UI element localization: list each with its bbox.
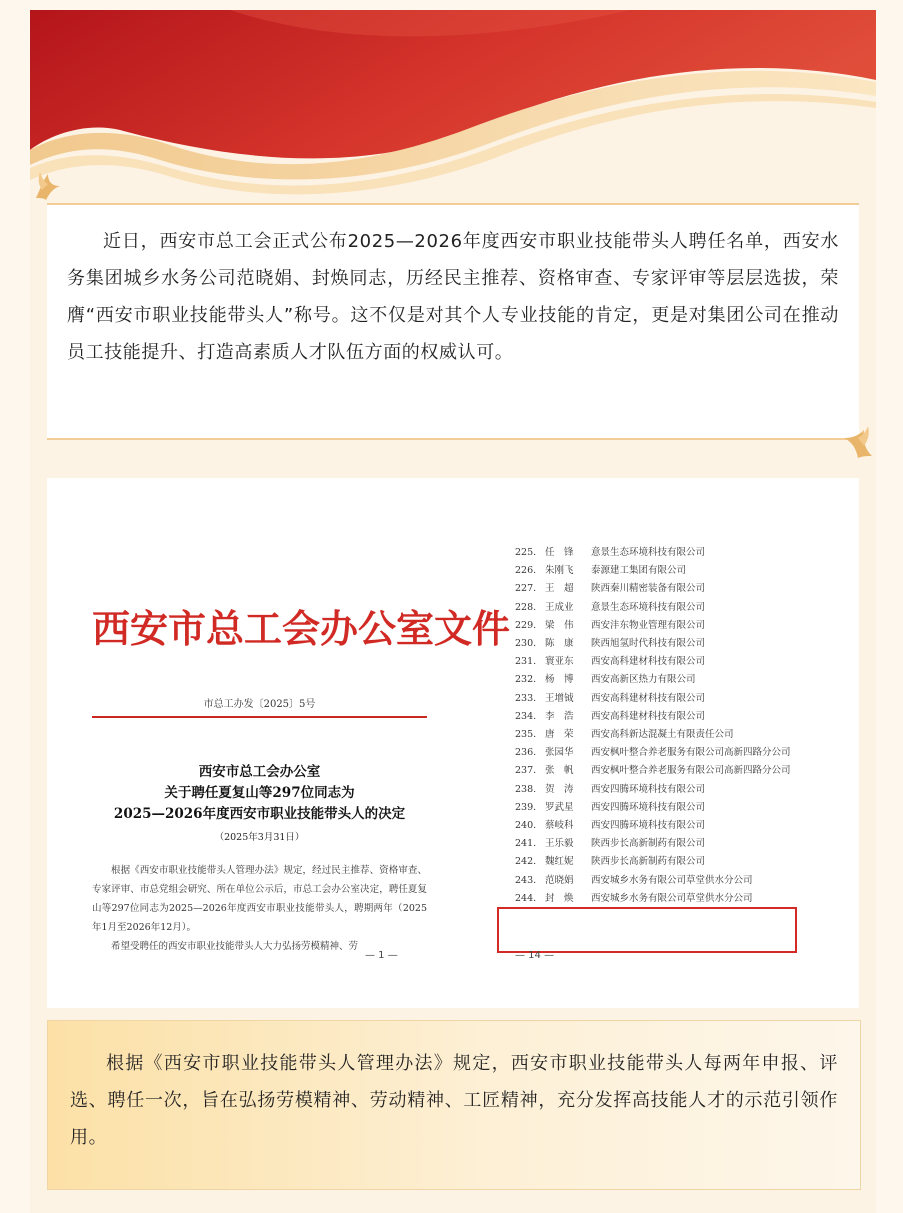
list-item [515,708,825,726]
document-date: （2025年3月31日） [214,832,305,843]
list-name: 魏红妮 [545,856,574,868]
list-number: 243. [515,874,537,886]
list-number: 229. [515,619,537,631]
list-name: 梁 伟 [545,619,574,631]
list-name: 张园华 [545,747,574,759]
list-name: 蔡岐科 [545,820,574,832]
list-name: 任 锋 [545,547,574,558]
article-page [30,10,876,1213]
list-number: 240. [515,820,537,832]
list-company: 陕西步长高新制药有限公司 [591,838,706,850]
list-item [515,671,825,689]
list-number: 228. [515,601,537,613]
list-item [515,580,825,598]
list-company: 西安高科建材科技有限公司 [591,692,706,704]
list-number: 227. [515,583,537,595]
document-number: 市总工办发〔2025〕5号 [203,699,316,710]
page-number-right: — 14 — [515,950,555,961]
list-company: 西安高新区热力有限公司 [591,674,696,686]
list-item [515,617,825,635]
list-name: 陈 康 [545,638,574,650]
list-company: 意景生态环境科技有限公司 [591,547,706,558]
list-number: 234. [515,710,537,722]
list-item-highlighted [515,872,825,890]
intro-paragraph: 近日，西安市总工会正式公布2025—2026年度西安市职业技能带头人聘任名单，西安水务集团城乡水务公司范晓娟、封焕同志，历经民主推荐、资格审查、专家评审等层层选拔，荣膺“西安市职业技能带头人”称号。这不仅是对其个人专业技能的肯定，更是对集团公司在推动员工技能提升、打造高素质人才队伍方面的权威认可。 [67,231,839,363]
list-item [515,726,825,744]
list-number: 226. [515,565,537,577]
list-item [515,835,825,853]
list-item [515,781,825,799]
list-name: 朱刚飞 [545,565,574,577]
list-company: 陕西步长高新制药有限公司 [591,856,706,868]
golden-dove-icon [32,168,64,204]
list-item [515,635,825,653]
list-company: 西安枫叶整合养老服务有限公司高新四路分公司 [591,747,791,759]
list-item [515,599,825,617]
list-item [515,562,825,580]
list-number: 232. [515,674,537,686]
list-number: 236. [515,747,537,759]
list-number: 239. [515,801,537,813]
list-number: 242. [515,856,537,868]
list-name: 寰亚东 [545,656,574,668]
red-divider-line [92,716,427,718]
list-company: 西安四腾环境科技有限公司 [591,783,706,795]
list-item [515,799,825,817]
list-number: 241. [515,838,537,850]
golden-dove-icon [842,422,876,462]
note-paragraph: 根据《西安市职业技能带头人管理办法》规定，西安市职业技能带头人每两年申报、评选、聘任一次，旨在弘扬劳模精神、劳动精神、工匠精神，充分发挥高技能人才的示范引领作用。 [70,1053,838,1148]
page-number-left: — 1 — [365,950,398,961]
appointee-list [515,544,825,908]
list-company: 西安高科建材科技有限公司 [591,710,706,722]
list-name: 杨 博 [545,674,574,686]
document-body-paragraph: 根据《西安市职业技能带头人管理办法》规定，经过民主推荐、资格审查、专家评审、市总党组会研究、所在单位公示后，市总工会办公室决定，聘任夏复山等297位同志为2025—2026年度西安市职业技能带头人，聘期两年（2025年1月至2026年12月）。 [92,865,427,933]
list-company: 陕西旭氢时代科技有限公司 [591,638,706,650]
list-name: 封 焕 [545,892,574,904]
list-name: 王 超 [545,583,574,595]
document-image-panel [47,478,859,1008]
red-wave-banner [30,10,876,210]
list-name: 范晓娟 [545,874,574,886]
list-item [515,817,825,835]
list-company: 西安高科新达混凝土有限责任公司 [591,729,734,741]
list-number: 230. [515,638,537,650]
list-item [515,653,825,671]
list-company: 泰源建工集团有限公司 [591,565,687,577]
decision-title-line-3: 2025—2026年度西安市职业技能带头人的决定 [113,806,406,822]
list-number: 237. [515,765,537,777]
list-item [515,544,825,562]
list-number: 231. [515,656,537,668]
list-name: 贺 涛 [545,783,574,795]
list-company: 西安枫叶整合养老服务有限公司高新四路分公司 [591,765,791,777]
list-name: 王乐毅 [545,838,574,850]
list-item [515,853,825,871]
list-item-highlighted [515,890,825,908]
list-company: 西安四腾环境科技有限公司 [591,820,706,832]
list-company: 西安四腾环境科技有限公司 [591,801,706,813]
highlight-box [497,907,797,953]
list-number: 225. [515,547,537,558]
list-company: 西安沣东物业管理有限公司 [591,619,706,631]
list-name: 王增钺 [545,692,574,704]
list-name: 李 浩 [545,710,574,722]
list-company: 陕西秦川精密装备有限公司 [591,583,706,595]
decision-title-line-1: 西安市总工会办公室 [198,764,321,780]
list-name: 罗武星 [545,801,574,813]
list-number: 238. [515,783,537,795]
list-company: 西安高科建材科技有限公司 [591,656,706,668]
list-name: 唐 荣 [545,729,574,741]
note-section [47,1020,861,1190]
document-cover-page [92,578,511,958]
intro-section [47,203,859,440]
list-name: 王成业 [545,601,574,613]
list-name: 张 帆 [545,765,574,777]
list-item [515,762,825,780]
list-company: 西安城乡水务有限公司草堂供水分公司 [591,892,753,904]
list-number: 235. [515,729,537,741]
list-item [515,744,825,762]
document-header-title: 西安市总工会办公室文件 [92,606,511,651]
list-item [515,690,825,708]
decision-title-line-2: 关于聘任夏复山等297位同志为 [164,785,355,801]
list-company: 意景生态环境科技有限公司 [591,601,706,613]
list-number: 233. [515,692,537,704]
document-body-paragraph: 希望受聘任的西安市职业技能带头人大力弘扬劳模精神、劳 [111,941,359,952]
list-number: 244. [515,892,537,904]
list-company: 西安城乡水务有限公司草堂供水分公司 [591,874,753,886]
